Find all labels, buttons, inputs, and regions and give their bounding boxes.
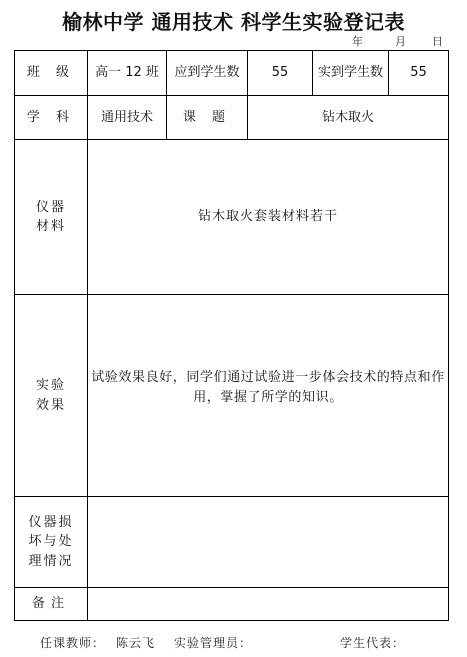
table-row <box>15 51 449 96</box>
equipment-label-line: 仪器 <box>35 199 66 215</box>
result-label-line: 效果 <box>35 397 66 413</box>
class-label: 班 级 <box>15 51 88 96</box>
remarks-label: 备注 <box>15 588 88 621</box>
equipment-materials-label <box>15 140 88 295</box>
equipment-materials-value[interactable]: 钻木取火套装材料若干 <box>88 140 449 295</box>
damage-label-line: 坏与处 <box>28 534 74 550</box>
student-rep-label: 学生代表： <box>340 636 406 650</box>
form-title: 榆林中学 通用技术 科学生实验登记表 <box>62 10 405 34</box>
class-value[interactable]: 高一 12 班 <box>88 51 167 96</box>
actual-students-value[interactable]: 55 <box>389 51 449 96</box>
damage-handling-label <box>15 497 88 588</box>
table-row <box>15 588 449 621</box>
table-row <box>15 295 449 497</box>
expected-students-label: 应到学生数 <box>167 51 248 96</box>
experiment-result-text: 试验效果良好，同学们通过试验进一步体会技术的特点和作用，掌握了所学的知识。 <box>91 370 445 405</box>
damage-handling-value[interactable] <box>88 497 449 588</box>
table-row <box>15 96 449 140</box>
lab-admin-label: 实验管理员： <box>174 636 253 650</box>
experiment-result-label <box>15 295 88 497</box>
experiment-registration-table <box>14 50 449 621</box>
teacher-value: 陈云飞 <box>116 636 156 650</box>
remarks-value[interactable] <box>88 588 449 621</box>
actual-students-label: 实到学生数 <box>313 51 389 96</box>
date-month-label: 月 <box>395 35 406 48</box>
date-day-label: 日 <box>432 35 443 48</box>
equipment-label-line: 材料 <box>35 219 66 234</box>
table-row <box>15 140 449 295</box>
topic-label: 课 题 <box>167 96 248 140</box>
experiment-result-value[interactable] <box>88 295 449 497</box>
result-label-line: 实验 <box>35 378 66 393</box>
damage-label-line: 仪器损 <box>28 514 74 530</box>
teacher-label: 任课教师： <box>40 636 106 650</box>
subject-label: 学 科 <box>15 96 88 140</box>
damage-label-line: 理情况 <box>28 553 74 569</box>
table-row <box>15 497 449 588</box>
topic-value[interactable]: 钻木取火 <box>248 96 449 140</box>
subject-value[interactable]: 通用技术 <box>88 96 167 140</box>
expected-students-value[interactable]: 55 <box>248 51 313 96</box>
date-year-label: 年 <box>352 35 363 48</box>
